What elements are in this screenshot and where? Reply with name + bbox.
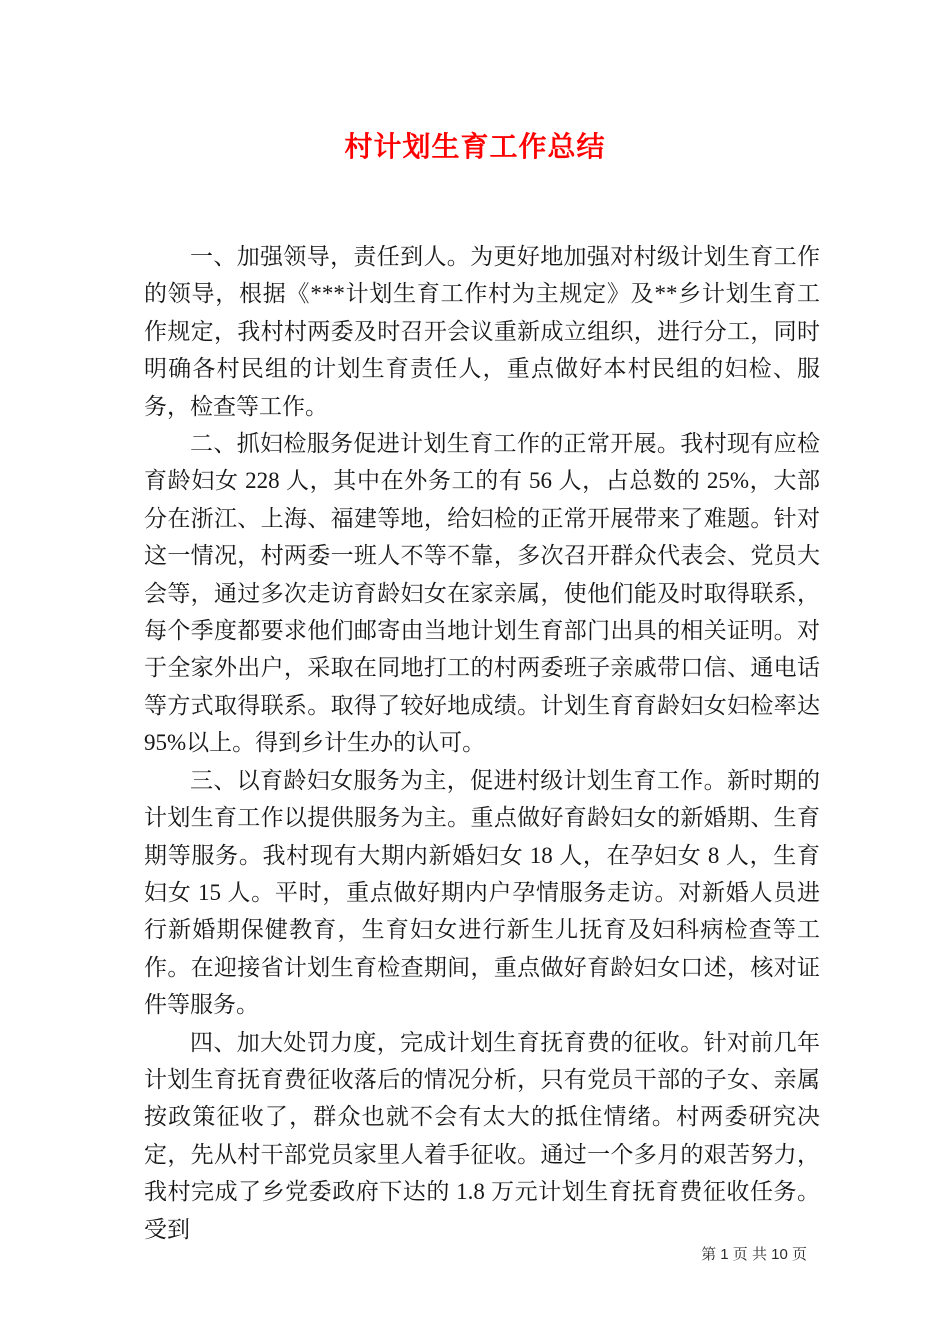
paragraph-2: 二、抓妇检服务促进计划生育工作的正常开展。我村现有应检育龄妇女 228 人，其中在外务工的有 56 人，占总数的 25%，大部分在浙江、上海、福建等地，给妇检的正常开展带来了难题。针对这一情况，村两委一班人不等不靠，多次召开群众代表会、党员大会等，通过多次走访育龄妇女在家亲属，使他们能及时取得联系，每个季度都要求他们邮寄由当地计划生育部门出具的相关证明。对于全家外出户，采取在同地打工的村两委班子亲戚带口信、通电话等方式取得联系。取得了较好地成绩。计划生育育龄妇女妇检率达 95%以上。得到乡计生办的认可。 <box>144 431 820 756</box>
paragraph-3: 三、以育龄妇女服务为主，促进村级计划生育工作。新时期的计划生育工作以提供服务为主。重点做好育龄妇女的新婚期、生育期等服务。我村现有大期内新婚妇女 18 人，在孕妇女 8 人，生育妇女 15 人。平时，重点做好期内户孕情服务走访。对新婚人员进行新婚期保健教育，生育妇女进行新生儿抚育及妇科病检查等工作。在迎接省计划生育检查期间，重点做好育龄妇女口述，核对证件等服务。 <box>144 767 820 1018</box>
page-number-indicator: 第 1 页 共 10 页 <box>701 1246 807 1263</box>
document-body <box>144 238 820 1248</box>
paragraph-4: 四、加大处罚力度，完成计划生育抚育费的征收。针对前几年计划生育抚育费征收落后的情况分析，只有党员干部的子女、亲属按政策征收了，群众也就不会有太大的抵住情绪。村两委研究决定，先从村干部党员家里人着手征收。通过一个多月的艰苦努力，我村完成了乡党委政府下达的 1.8 万元计划生育抚育费征收任务。受到 <box>144 1029 820 1242</box>
document-title: 村计划生育工作总结 <box>344 132 606 163</box>
paragraph-1: 一、加强领导，责任到人。为更好地加强对村级计划生育工作的领导，根据《***计划生育工作村为主规定》及**乡计划生育工作规定，我村村两委及时召开会议重新成立组织，进行分工，同时明确各村民组的计划生育责任人，重点做好本村民组的妇检、服务，检查等工作。 <box>144 244 820 419</box>
